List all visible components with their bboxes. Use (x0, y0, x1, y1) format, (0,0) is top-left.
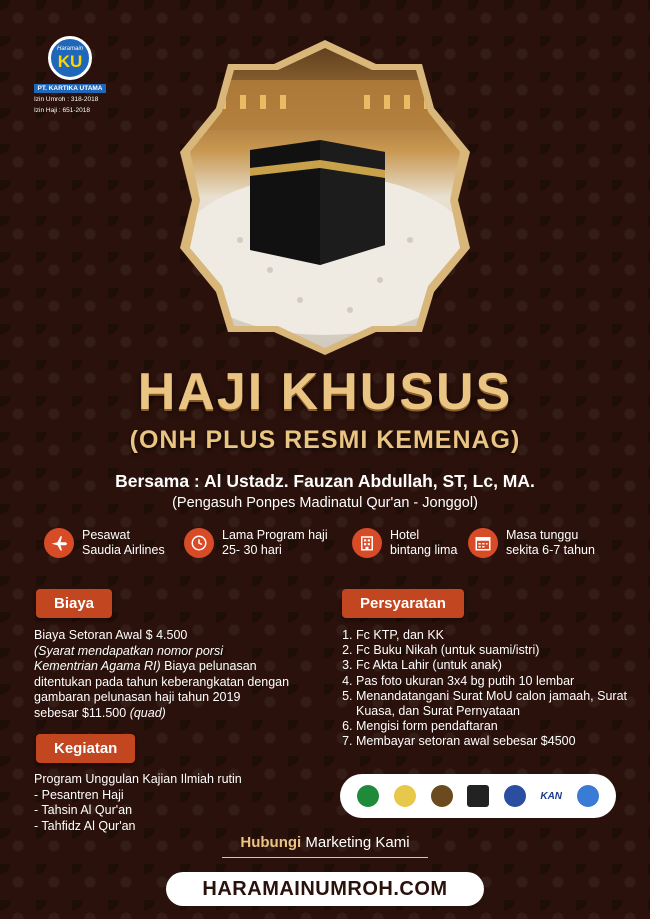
partner-logo (394, 785, 416, 807)
company-logo (34, 36, 114, 115)
kegiatan-text (34, 772, 334, 834)
kemenag-logo (357, 785, 379, 807)
divider (222, 857, 428, 858)
biaya-line: gambaran pelunasan haji tahun 2019 (34, 690, 241, 704)
with-ustadz: Bersama : Al Ustadz. Fauzan Abdullah, ST, Lc, MA. (115, 471, 535, 491)
biaya-line: Kementrian Agama RI) (34, 659, 161, 673)
partner-logo (577, 785, 599, 807)
clock-icon (184, 528, 214, 558)
partner-logo (504, 785, 526, 807)
izin-haji: Izin Haji : 651-2018 (34, 107, 91, 114)
requirement-item: 7. Membayar setoran awal sebesar $4500 (356, 734, 630, 749)
contact-heading (0, 834, 650, 851)
biaya-line: (quad) (129, 705, 166, 720)
kegiatan-label: Kegiatan (36, 734, 135, 763)
kaaba-picture-frame (180, 40, 470, 355)
contact-rest: Marketing Kami (301, 834, 410, 851)
biaya-text (34, 628, 334, 721)
hotel-icon (352, 528, 382, 558)
persyaratan-label: Persyaratan (342, 589, 464, 618)
feature-line1: Lama Program haji (222, 528, 328, 542)
biaya-line: Biaya Setoran Awal $ 4.500 (34, 628, 188, 642)
feature-line2: Saudia Airlines (82, 543, 165, 557)
feature-hotel (352, 528, 457, 558)
airplane-icon (44, 528, 74, 558)
partner-logo (467, 785, 489, 807)
feature-line1: Hotel (390, 528, 420, 542)
kegiatan-intro: Program Unggulan Kajian Ilmiah rutin (34, 772, 242, 786)
subtitle: (ONH PLUS RESMI KEMENAG) (129, 426, 521, 454)
haramainku-badge (48, 36, 92, 80)
feature-line2: 25- 30 hari (222, 543, 282, 557)
izin-umroh: Izin Umroh : 318-2018 (34, 96, 99, 103)
ustadz-role: (Pengasuh Ponpes Madinatul Qur'an - Jonggol) (172, 495, 478, 511)
kan-logo: KAN (540, 790, 563, 802)
kegiatan-item: - Tahfidz Al Qur'an (34, 818, 136, 833)
website-link[interactable]: HARAMAINUMROH.COM (166, 872, 484, 906)
kegiatan-item: - Pesantren Haji (34, 787, 124, 802)
requirement-item: 3. Fc Akta Lahir (untuk anak) (356, 658, 630, 673)
biaya-line: ditentukan pada tahun keberangkatan dengan (34, 674, 290, 689)
requirement-item: 1. Fc KTP, dan KK (356, 628, 630, 643)
logo-brand: KU (57, 52, 83, 71)
feature-waiting (468, 528, 595, 558)
biaya-line: (Syarat mendapatkan nomor porsi (34, 643, 223, 658)
feature-line2: bintang lima (390, 543, 458, 557)
calendar-icon (468, 528, 498, 558)
requirement-item: 5. Menandatangani Surat MoU calon jamaah, Surat Kuasa, dan Surat Pernyataan (356, 689, 630, 719)
feature-line1: Masa tunggu (506, 528, 579, 542)
company-name: PT. KARTIKA UTAMA (34, 84, 106, 93)
main-title: HAJI KHUSUS (137, 363, 513, 421)
persyaratan-list (340, 628, 630, 750)
biaya-line: sebesar $11.500 (34, 705, 130, 720)
contact-bold: Hubungi (240, 834, 302, 851)
biaya-line: Biaya pelunasan (160, 659, 257, 673)
requirement-item: 6. Mengisi form pendaftaran (356, 719, 630, 734)
feature-airline (44, 528, 165, 558)
requirement-item: 2. Fc Buku Nikah (untuk suami/istri) (356, 643, 630, 658)
feature-duration (184, 528, 328, 558)
feature-line2: sekita 6-7 tahun (506, 543, 595, 557)
feature-line1: Pesawat (82, 528, 130, 542)
biaya-label: Biaya (36, 589, 112, 618)
requirement-item: 4. Pas foto ukuran 3x4 bg putih 10 lembar (356, 674, 630, 689)
partner-logo (431, 785, 453, 807)
logo-brand-small: Haramain (56, 46, 83, 52)
kegiatan-item: - Tahsin Al Qur'an (34, 803, 133, 817)
partner-logos (340, 774, 616, 818)
